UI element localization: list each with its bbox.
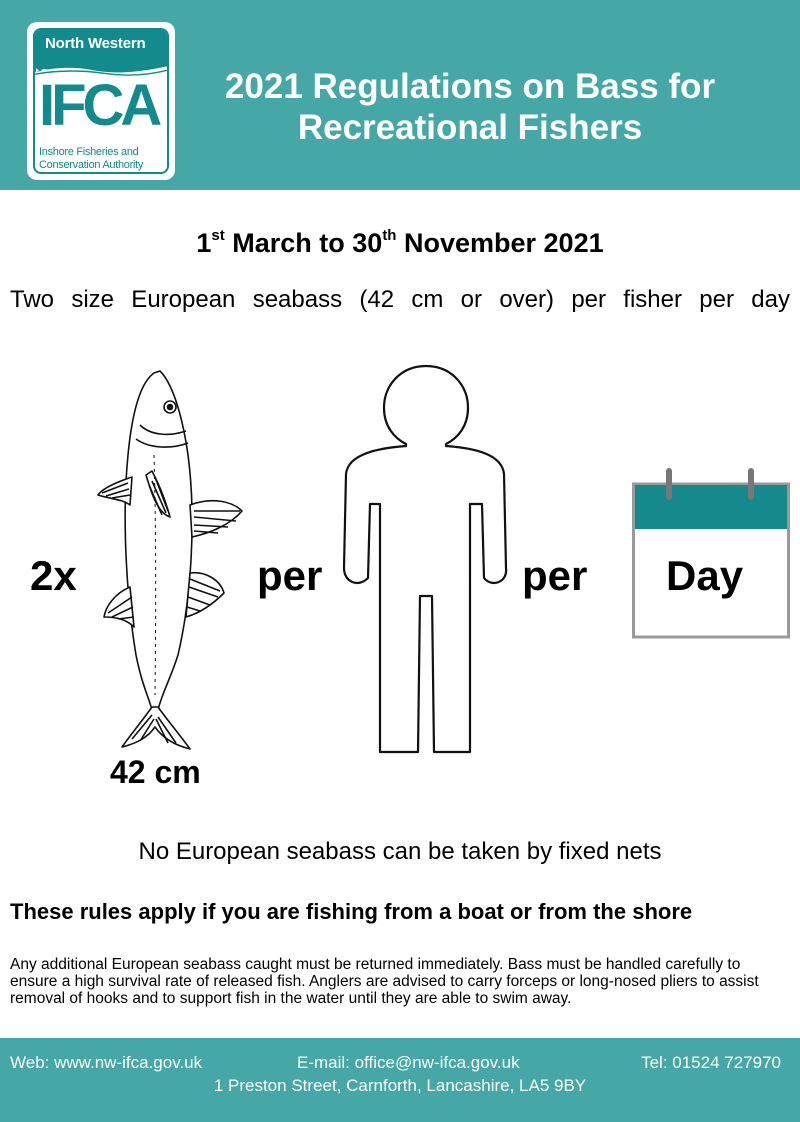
dates-start-day: 1 <box>196 228 212 258</box>
footer-tel: Tel: 01524 727970 <box>641 1053 781 1072</box>
dates-mid: March to 30 <box>224 228 383 258</box>
logo-ifca-text: IFCA <box>39 73 159 138</box>
size-label: 42 cm <box>110 754 201 790</box>
footer-web[interactable]: Web: www.nw-ifca.gov.uk <box>10 1053 203 1072</box>
dates-end: November 2021 <box>396 228 604 258</box>
footer-band <box>0 1038 800 1122</box>
title-line2: Recreational Fishers <box>297 108 643 147</box>
day-label: Day <box>666 552 744 599</box>
person-icon <box>338 362 514 760</box>
logo-subtitle-line2: Conservation Authority <box>39 159 144 171</box>
title-line1: 2021 Regulations on Bass for <box>224 67 716 106</box>
rules-heading: These rules apply if you are fishing from a boat or from the shore <box>10 899 693 924</box>
handling-advice: Any additional European seabass caught must be returned immediately. Bass must be handled carefully to ensure a high survival rate of released fish. Anglers are advised to carry forceps or long-nosed pliers to assist removal of hooks and to support fish in the water until they are able to swim away. <box>10 956 759 1007</box>
per-label-2: per <box>522 552 588 599</box>
page-title <box>190 66 750 148</box>
count-label: 2x <box>30 552 77 599</box>
header-band <box>0 0 800 190</box>
bag-limit-text: Two size European seabass (42 cm or over) per fisher per day <box>10 286 790 313</box>
logo-top-text: North Western <box>35 30 167 64</box>
dates-end-suffix: th <box>382 227 397 244</box>
per-label-1: per <box>257 552 323 599</box>
calendar-icon <box>632 468 790 640</box>
season-dates <box>0 228 800 259</box>
footer-email[interactable]: E-mail: office@nw-ifca.gov.uk <box>297 1053 520 1072</box>
dates-start-suffix: st <box>211 227 225 244</box>
footer-address: 1 Preston Street, Carnforth, Lancashire, LA5 9BY <box>213 1076 587 1095</box>
logo-subtitle-line1: Inshore Fisheries and <box>39 146 139 158</box>
fish-icon <box>92 365 252 755</box>
fixed-nets-notice: No European seabass can be taken by fixed nets <box>138 838 662 865</box>
logo-subtitle <box>39 146 169 172</box>
ifca-logo <box>27 22 175 180</box>
